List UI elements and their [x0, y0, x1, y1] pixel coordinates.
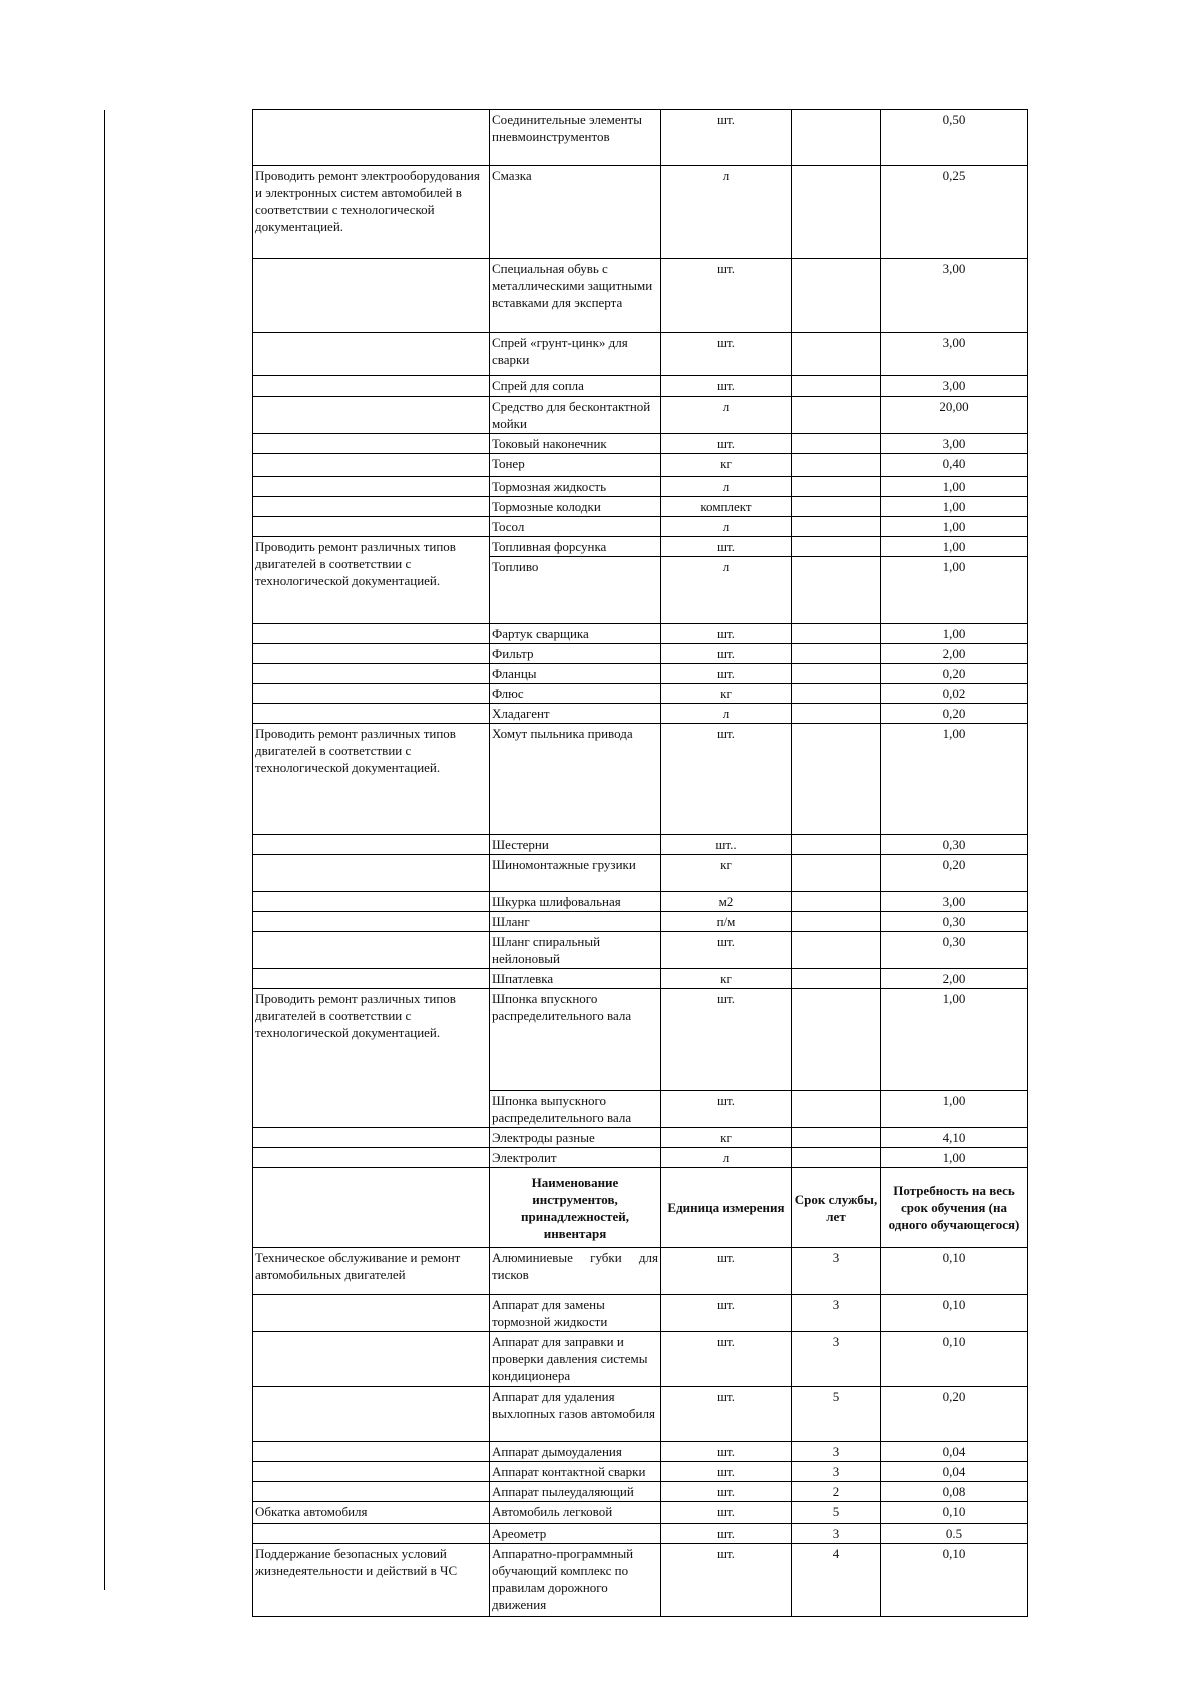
header-need: Потребность на весь срок обучения (на одного обучающегося)	[881, 1168, 1028, 1248]
activity-cell	[253, 259, 490, 333]
table-row	[253, 517, 1028, 537]
item-name-cell: Шланг	[490, 912, 661, 932]
amount-cell: 0,30	[881, 912, 1028, 932]
term-cell	[792, 704, 881, 724]
item-name-cell: Шестерни	[490, 835, 661, 855]
unit-cell: шт.	[661, 664, 792, 684]
table-row	[253, 259, 1028, 333]
term-cell	[792, 892, 881, 912]
amount-cell: 1,00	[881, 557, 1028, 624]
unit-cell: п/м	[661, 912, 792, 932]
term-cell: 3	[792, 1332, 881, 1387]
unit-cell: шт.	[661, 1524, 792, 1544]
unit-cell: шт.	[661, 1248, 792, 1295]
table-row	[253, 1502, 1028, 1524]
item-name-cell: Электроды разные	[490, 1128, 661, 1148]
activity-cell: Обкатка автомобиля	[253, 1502, 490, 1524]
item-name-cell: Аппарат контактной сварки	[490, 1462, 661, 1482]
unit-cell: шт.	[661, 624, 792, 644]
term-cell: 5	[792, 1387, 881, 1442]
table-row	[253, 1462, 1028, 1482]
activity-cell	[253, 1482, 490, 1502]
term-cell	[792, 454, 881, 477]
amount-cell: 0,50	[881, 110, 1028, 166]
activity-cell	[253, 969, 490, 989]
item-name-cell: Хладагент	[490, 704, 661, 724]
table-row	[253, 1387, 1028, 1442]
activity-cell	[253, 1442, 490, 1462]
unit-cell: шт.	[661, 724, 792, 835]
term-cell	[792, 110, 881, 166]
item-name-cell: Фильтр	[490, 644, 661, 664]
activity-cell	[253, 932, 490, 969]
activity-cell	[253, 684, 490, 704]
activity-cell	[253, 855, 490, 892]
term-cell	[792, 259, 881, 333]
item-name-cell: Спрей для сопла	[490, 376, 661, 397]
activity-cell	[253, 376, 490, 397]
item-name-cell: Тормозные колодки	[490, 497, 661, 517]
activity-cell	[253, 835, 490, 855]
unit-cell: л	[661, 166, 792, 259]
table-row	[253, 333, 1028, 376]
amount-cell: 0,02	[881, 684, 1028, 704]
term-cell	[792, 835, 881, 855]
term-cell	[792, 477, 881, 497]
term-cell: 5	[792, 1502, 881, 1524]
term-cell	[792, 497, 881, 517]
table-row	[253, 1482, 1028, 1502]
table-row	[253, 704, 1028, 724]
amount-cell: 0,10	[881, 1332, 1028, 1387]
unit-cell: кг	[661, 1128, 792, 1148]
term-cell	[792, 376, 881, 397]
table-row	[253, 912, 1028, 932]
item-name-cell: Токовый наконечник	[490, 434, 661, 454]
term-cell: 3	[792, 1295, 881, 1332]
amount-cell: 0,10	[881, 1544, 1028, 1617]
activity-cell	[253, 517, 490, 537]
amount-cell: 4,10	[881, 1128, 1028, 1148]
amount-cell: 0,08	[881, 1482, 1028, 1502]
unit-cell: шт.	[661, 1442, 792, 1462]
term-cell	[792, 644, 881, 664]
unit-cell: шт.	[661, 333, 792, 376]
amount-cell: 20,00	[881, 397, 1028, 434]
term-cell	[792, 1128, 881, 1148]
item-name-cell: Аппарат пылеудаляющий	[490, 1482, 661, 1502]
activity-cell: Проводить ремонт различных типов двигателей в соответствии с технологической документацией.	[253, 724, 490, 835]
amount-cell: 0,20	[881, 1387, 1028, 1442]
item-name-cell: Автомобиль легковой	[490, 1502, 661, 1524]
item-name-cell	[490, 1248, 661, 1295]
unit-cell: л	[661, 1148, 792, 1168]
table-row	[253, 376, 1028, 397]
item-name-cell: Ареометр	[490, 1524, 661, 1544]
activity-cell	[253, 644, 490, 664]
amount-cell: 3,00	[881, 333, 1028, 376]
header-term: Срок службы, лет	[792, 1168, 881, 1248]
unit-cell: шт.	[661, 932, 792, 969]
term-cell	[792, 1148, 881, 1168]
amount-cell: 0,25	[881, 166, 1028, 259]
table-row	[253, 989, 1028, 1091]
item-name-cell: Фланцы	[490, 664, 661, 684]
item-name-cell: Специальная обувь с металлическими защитными вставками для эксперта	[490, 259, 661, 333]
amount-cell: 0,40	[881, 454, 1028, 477]
item-name-cell: Шпонка выпускного распределительного вала	[490, 1091, 661, 1128]
amount-cell: 0,30	[881, 835, 1028, 855]
item-name-cell: Шпатлевка	[490, 969, 661, 989]
item-name-cell: Топливная форсунка	[490, 537, 661, 557]
unit-cell: л	[661, 557, 792, 624]
item-name-cell: Шпонка впускного распределительного вала	[490, 989, 661, 1091]
unit-cell: шт.	[661, 1332, 792, 1387]
item-name-cell: Аппарат для замены тормозной жидкости	[490, 1295, 661, 1332]
table-row	[253, 855, 1028, 892]
table-row	[253, 537, 1028, 557]
unit-cell: шт.	[661, 259, 792, 333]
header-activity-cell	[253, 1168, 490, 1248]
item-name-cell: Фартук сварщика	[490, 624, 661, 644]
item-name-cell: Тормозная жидкость	[490, 477, 661, 497]
unit-cell: шт.	[661, 1387, 792, 1442]
unit-cell: шт.	[661, 1502, 792, 1524]
unit-cell: шт.	[661, 989, 792, 1091]
table-row	[253, 1295, 1028, 1332]
unit-cell: шт..	[661, 835, 792, 855]
table-row	[253, 454, 1028, 477]
activity-cell: Техническое обслуживание и ремонт автомобильных двигателей	[253, 1248, 490, 1295]
term-cell	[792, 434, 881, 454]
section-header-row	[253, 1168, 1028, 1248]
amount-cell: 0,20	[881, 664, 1028, 684]
item-name-cell: Топливо	[490, 557, 661, 624]
item-name-cell: Шланг спиральный нейлоновый	[490, 932, 661, 969]
term-cell	[792, 624, 881, 644]
activity-cell	[253, 892, 490, 912]
activity-cell	[253, 1332, 490, 1387]
unit-cell: кг	[661, 454, 792, 477]
amount-cell: 2,00	[881, 969, 1028, 989]
activity-cell: Поддержание безопасных условий жизнедеятельности и действий в ЧС	[253, 1544, 490, 1617]
activity-cell	[253, 397, 490, 434]
table-row	[253, 1148, 1028, 1168]
unit-cell: шт.	[661, 1544, 792, 1617]
term-cell	[792, 989, 881, 1091]
activity-cell	[253, 1295, 490, 1332]
unit-cell: л	[661, 517, 792, 537]
amount-cell: 1,00	[881, 537, 1028, 557]
term-cell	[792, 333, 881, 376]
unit-cell: шт.	[661, 376, 792, 397]
table-row	[253, 624, 1028, 644]
amount-cell: 3,00	[881, 376, 1028, 397]
amount-cell: 0,30	[881, 932, 1028, 969]
term-cell	[792, 684, 881, 704]
item-name-cell: Смазка	[490, 166, 661, 259]
amount-cell: 0,10	[881, 1295, 1028, 1332]
activity-cell	[253, 704, 490, 724]
unit-cell: шт.	[661, 644, 792, 664]
term-cell: 3	[792, 1524, 881, 1544]
table-row	[253, 684, 1028, 704]
page-margin-line	[104, 110, 105, 1590]
amount-cell: 1,00	[881, 1091, 1028, 1128]
item-name-cell: Аппарат дымоудаления	[490, 1442, 661, 1462]
unit-cell: шт.	[661, 1482, 792, 1502]
activity-cell	[253, 110, 490, 166]
amount-cell: 0,10	[881, 1248, 1028, 1295]
term-cell	[792, 557, 881, 624]
unit-cell: шт.	[661, 1091, 792, 1128]
table-row	[253, 1524, 1028, 1544]
term-cell	[792, 724, 881, 835]
table-row	[253, 1128, 1028, 1148]
amount-cell: 0,04	[881, 1442, 1028, 1462]
unit-cell: л	[661, 477, 792, 497]
amount-cell: 0,04	[881, 1462, 1028, 1482]
term-cell	[792, 932, 881, 969]
item-name-cell: Хомут пыльника привода	[490, 724, 661, 835]
activity-cell	[253, 1462, 490, 1482]
amount-cell: 1,00	[881, 1148, 1028, 1168]
table-row	[253, 1442, 1028, 1462]
activity-cell	[253, 333, 490, 376]
unit-cell: шт.	[661, 434, 792, 454]
item-name-cell: Средство для бесконтактной мойки	[490, 397, 661, 434]
unit-cell: м2	[661, 892, 792, 912]
unit-cell: шт.	[661, 1462, 792, 1482]
term-cell: 2	[792, 1482, 881, 1502]
activity-cell: Проводить ремонт электрооборудования и электронных систем автомобилей в соответствии с технологической документацией.	[253, 166, 490, 259]
unit-cell: кг	[661, 684, 792, 704]
term-cell	[792, 664, 881, 684]
table-row	[253, 835, 1028, 855]
amount-cell: 1,00	[881, 497, 1028, 517]
activity-cell	[253, 477, 490, 497]
table-row	[253, 110, 1028, 166]
term-cell	[792, 397, 881, 434]
unit-cell: кг	[661, 855, 792, 892]
table-row	[253, 932, 1028, 969]
table-row	[253, 397, 1028, 434]
item-name-cell: Аппарат для удаления выхлопных газов автомобиля	[490, 1387, 661, 1442]
term-cell	[792, 969, 881, 989]
term-cell: 3	[792, 1442, 881, 1462]
table-row	[253, 644, 1028, 664]
activity-cell	[253, 1524, 490, 1544]
activity-text: Проводить ремонт различных типов двигателей в соответствии с технологической документацией.	[255, 539, 456, 588]
table-row	[253, 166, 1028, 259]
unit-cell: шт.	[661, 537, 792, 557]
activity-cell	[253, 1148, 490, 1168]
amount-cell: 3,00	[881, 259, 1028, 333]
unit-cell: шт.	[661, 1295, 792, 1332]
table-row	[253, 497, 1028, 517]
activity-cell	[253, 497, 490, 517]
header-name: Наименование инструментов, принадлежностей, инвентаря	[490, 1168, 661, 1248]
amount-cell: 1,00	[881, 517, 1028, 537]
amount-cell: 0,10	[881, 1502, 1028, 1524]
item-name-cell: Шиномонтажные грузики	[490, 855, 661, 892]
table-row	[253, 1332, 1028, 1387]
header-unit: Единица измерения	[661, 1168, 792, 1248]
term-cell	[792, 1091, 881, 1128]
term-cell	[792, 912, 881, 932]
unit-cell: шт.	[661, 110, 792, 166]
activity-cell	[253, 664, 490, 684]
item-name-cell: Спрей «грунт-цинк» для сварки	[490, 333, 661, 376]
activity-cell	[253, 1387, 490, 1442]
item-name-cell: Аппаратно-программный обучающий комплекс по правилам дорожного движения	[490, 1544, 661, 1617]
unit-cell: л	[661, 704, 792, 724]
activity-cell	[253, 454, 490, 477]
table-row	[253, 477, 1028, 497]
activity-cell	[253, 1128, 490, 1148]
materials-table	[252, 109, 1028, 1617]
table-row	[253, 892, 1028, 912]
activity-cell	[253, 537, 490, 624]
term-cell: 4	[792, 1544, 881, 1617]
item-name-text: Алюминиевые губки для тисков	[492, 1250, 658, 1282]
amount-cell: 3,00	[881, 892, 1028, 912]
item-name-cell: Электролит	[490, 1148, 661, 1168]
unit-cell: л	[661, 397, 792, 434]
unit-cell: комплект	[661, 497, 792, 517]
term-cell	[792, 166, 881, 259]
term-cell: 3	[792, 1462, 881, 1482]
term-cell: 3	[792, 1248, 881, 1295]
amount-cell: 0,20	[881, 704, 1028, 724]
amount-cell: 1,00	[881, 724, 1028, 835]
item-name-cell: Флюс	[490, 684, 661, 704]
amount-cell: 0,20	[881, 855, 1028, 892]
item-name-cell: Тонер	[490, 454, 661, 477]
item-name-cell: Соединительные элементы пневмоинструментов	[490, 110, 661, 166]
amount-cell: 0.5	[881, 1524, 1028, 1544]
activity-cell	[253, 434, 490, 454]
amount-cell: 3,00	[881, 434, 1028, 454]
table-row	[253, 969, 1028, 989]
item-name-cell: Шкурка шлифовальная	[490, 892, 661, 912]
item-name-cell: Тосол	[490, 517, 661, 537]
table-row	[253, 434, 1028, 454]
amount-cell: 1,00	[881, 624, 1028, 644]
amount-cell: 2,00	[881, 644, 1028, 664]
activity-cell	[253, 624, 490, 644]
activity-cell: Проводить ремонт различных типов двигателей в соответствии с технологической документацией.	[253, 989, 490, 1128]
term-cell	[792, 517, 881, 537]
activity-cell	[253, 912, 490, 932]
term-cell	[792, 855, 881, 892]
table-row	[253, 1248, 1028, 1295]
term-cell	[792, 537, 881, 557]
table-row	[253, 724, 1028, 835]
table-row	[253, 1544, 1028, 1617]
unit-cell: кг	[661, 969, 792, 989]
amount-cell: 1,00	[881, 989, 1028, 1091]
table-row	[253, 664, 1028, 684]
amount-cell: 1,00	[881, 477, 1028, 497]
item-name-cell: Аппарат для заправки и проверки давления системы кондиционера	[490, 1332, 661, 1387]
